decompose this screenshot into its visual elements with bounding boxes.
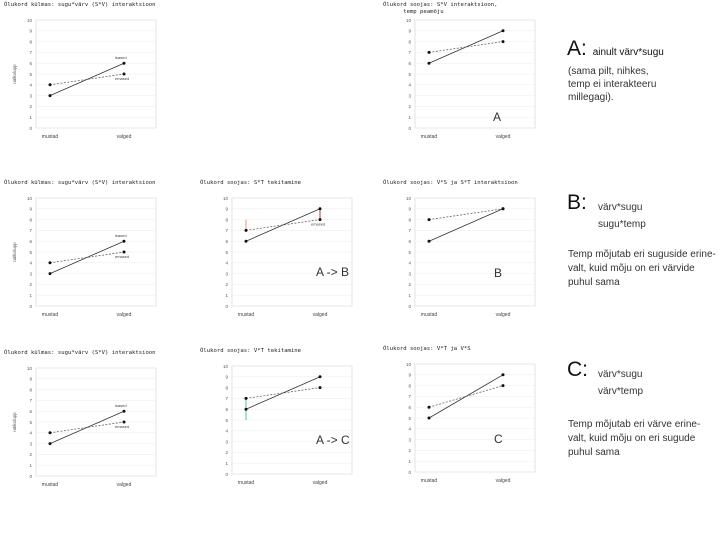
arrow-label-a: A [493, 110, 502, 124]
y-tick-label: 8 [408, 383, 411, 389]
y-tick-label: 5 [225, 249, 228, 255]
data-point [49, 94, 52, 97]
y-tick-label: 5 [29, 419, 32, 425]
y-tick-label: 6 [408, 61, 411, 66]
data-point [245, 397, 248, 400]
y-tick-label: 6 [29, 61, 32, 66]
x-tick-label: valged [495, 312, 511, 318]
section-a-line-1: (sama pilt, nihkes, [568, 66, 649, 77]
y-tick-label: 7 [225, 228, 228, 234]
y-tick-label: 9 [225, 374, 228, 380]
y-tick-label: 5 [29, 71, 32, 77]
series-line-isased [429, 31, 503, 63]
chart-title: Õlukord külmas: sugu*värv (S*V) interaktsioon [4, 180, 156, 186]
y-tick-label: 10 [26, 365, 32, 371]
chart-p1 [4, 2, 169, 152]
x-tick-label: valged [116, 312, 132, 318]
y-tick-label: 3 [225, 439, 228, 445]
chart-title: Õlukord soojas: V*T ja V*S [383, 346, 471, 352]
y-tick-label: 3 [29, 271, 32, 277]
x-tick-label: mustad [420, 478, 438, 484]
data-point [502, 29, 505, 32]
y-tick-label: 10 [222, 195, 228, 201]
y-tick-label: 3 [29, 441, 32, 447]
data-point [49, 442, 52, 445]
y-tick-label: 3 [225, 271, 228, 277]
data-point [49, 272, 52, 275]
section-effect: ainult värv*sugu [592, 47, 664, 58]
y-tick-label: 4 [29, 82, 32, 88]
y-tick-label: 1 [29, 463, 32, 468]
y-tick-label: 2 [408, 104, 411, 110]
y-tick-label: 7 [29, 398, 32, 404]
y-tick-label: 2 [29, 282, 32, 288]
data-point [245, 240, 248, 243]
section-c-line-1: Temp mõjutab eri värve erine- [568, 419, 701, 430]
data-point [123, 240, 126, 243]
y-tick-label: 9 [408, 206, 411, 212]
section-letter: B: [567, 191, 587, 214]
y-tick-label: 8 [408, 39, 411, 45]
section-letter: A: [567, 37, 587, 60]
series-label: emased [311, 221, 326, 227]
series-line-isased [246, 377, 320, 409]
section-c-effect-1: värv*sugu [598, 369, 643, 380]
y-tick-label: 1 [408, 115, 411, 120]
x-tick-label: mustad [420, 312, 438, 318]
section-b-line-3: puhul sama [568, 277, 620, 288]
data-point [428, 240, 431, 243]
y-tick-label: 5 [29, 249, 32, 255]
section-b-line-1: Temp mõjutab eri suguside erine- [568, 249, 716, 260]
y-tick-label: 0 [29, 125, 32, 131]
y-tick-label: 0 [408, 303, 411, 309]
y-tick-label: 4 [225, 260, 228, 266]
section-b-effect-1: värv*sugu [598, 202, 643, 213]
chart-panel-p2 [383, 2, 548, 152]
x-tick-label: mustad [41, 312, 59, 318]
data-point [49, 83, 52, 86]
series-line-emased [429, 209, 503, 220]
y-tick-label: 5 [225, 417, 228, 423]
y-tick-label: 5 [408, 415, 411, 421]
y-tick-label: 9 [225, 206, 228, 212]
arrow-label-c: C [494, 432, 503, 446]
y-tick-label: 1 [29, 115, 32, 120]
y-tick-label: 2 [29, 104, 32, 110]
y-tick-label: 0 [225, 471, 228, 477]
x-tick-label: mustad [237, 480, 255, 486]
x-tick-label: valged [116, 482, 132, 488]
y-tick-label: 10 [26, 195, 32, 201]
y-tick-label: 2 [225, 282, 228, 288]
y-tick-label: 4 [408, 426, 411, 432]
section-c-effect-2: värv*temp [598, 386, 644, 397]
data-point [123, 410, 126, 413]
series-label: isased [115, 233, 127, 239]
x-tick-label: valged [312, 480, 328, 486]
chart-p3 [4, 180, 169, 330]
y-axis-label: nälkolupp [12, 412, 17, 432]
chart-p8 [383, 346, 548, 496]
data-point [428, 417, 431, 420]
data-point [502, 373, 505, 376]
data-point [245, 229, 248, 232]
y-tick-label: 1 [225, 461, 228, 466]
section-letter: C: [567, 358, 588, 381]
arrow-label-ac: A -> C [316, 433, 350, 447]
y-tick-label: 8 [29, 387, 32, 393]
data-point [319, 207, 322, 210]
y-axis-label: nälkolupp [12, 64, 17, 84]
y-tick-label: 1 [29, 293, 32, 298]
section-a-line-3: millegagi). [568, 92, 614, 103]
y-tick-label: 5 [408, 249, 411, 255]
chart-title: Õlukord soojas: V*T tekitamine [200, 348, 302, 354]
y-tick-label: 4 [29, 430, 32, 436]
y-tick-label: 1 [225, 293, 228, 298]
y-tick-label: 6 [408, 405, 411, 410]
x-tick-label: mustad [237, 312, 255, 318]
y-tick-label: 9 [29, 28, 32, 34]
y-tick-label: 9 [29, 206, 32, 212]
y-tick-label: 0 [408, 125, 411, 131]
series-line-isased [50, 241, 124, 273]
y-tick-label: 6 [225, 407, 228, 412]
x-tick-label: valged [495, 134, 511, 140]
y-tick-label: 6 [29, 409, 32, 414]
chart-panel-p4 [200, 180, 365, 330]
chart-title: Õlukord soojas: V*S ja S*T interaktsioon [383, 180, 518, 186]
y-tick-label: 7 [408, 394, 411, 400]
chart-title: Õlukord külmas: sugu*värv (S*V) interaktsioon [4, 2, 156, 8]
y-tick-label: 9 [408, 28, 411, 34]
y-tick-label: 9 [29, 376, 32, 382]
y-tick-label: 7 [408, 50, 411, 56]
y-tick-label: 1 [408, 459, 411, 464]
section-b-effect-2: sugu*temp [598, 219, 646, 230]
data-point [319, 375, 322, 378]
y-tick-label: 3 [408, 437, 411, 443]
y-tick-label: 7 [29, 228, 32, 234]
data-point [502, 40, 505, 43]
y-tick-label: 7 [29, 50, 32, 56]
chart-panel-p7 [200, 348, 365, 498]
y-tick-label: 0 [408, 469, 411, 475]
section-a-line-2: temp ei interakteeru [568, 79, 657, 90]
data-point [502, 207, 505, 210]
chart-panel-p1 [4, 2, 169, 152]
section-c-line-3: puhul sama [568, 447, 620, 458]
data-point [123, 62, 126, 65]
y-tick-label: 10 [26, 17, 32, 23]
chart-p7 [200, 348, 365, 498]
chart-p6 [4, 350, 169, 500]
data-point [49, 431, 52, 434]
x-tick-label: valged [312, 312, 328, 318]
chart-panel-p5 [383, 180, 548, 330]
chart-p4 [200, 180, 365, 330]
chart-title: Õlukord soojas: S*V interaktsioon, temp peamõju [383, 2, 498, 15]
y-tick-label: 3 [408, 93, 411, 99]
y-tick-label: 9 [408, 372, 411, 378]
data-point [245, 408, 248, 411]
y-tick-label: 8 [29, 39, 32, 45]
y-tick-label: 0 [225, 303, 228, 309]
series-label: emased [115, 76, 130, 81]
y-tick-label: 10 [222, 363, 228, 369]
y-tick-label: 7 [408, 228, 411, 234]
chart-panel-p8 [383, 346, 548, 496]
y-tick-label: 6 [225, 239, 228, 244]
data-point [428, 218, 431, 221]
section-c-heading [567, 359, 588, 380]
y-tick-label: 2 [408, 282, 411, 288]
y-tick-label: 3 [408, 271, 411, 277]
section-a-heading [567, 38, 664, 59]
section-b-line-2: valt, kuid mõju on eri värvide [568, 263, 695, 274]
x-tick-label: mustad [41, 482, 59, 488]
y-tick-label: 0 [29, 473, 32, 479]
arrow-label-b: B [494, 266, 503, 280]
series-label: emased [115, 254, 130, 259]
series-line-isased [246, 209, 320, 241]
y-tick-label: 6 [29, 239, 32, 244]
x-tick-label: valged [116, 134, 132, 140]
data-point [49, 261, 52, 264]
y-tick-label: 2 [29, 452, 32, 458]
section-b-heading [567, 192, 587, 213]
y-tick-label: 10 [405, 361, 411, 367]
y-tick-label: 4 [408, 260, 411, 266]
data-point [428, 406, 431, 409]
y-tick-label: 4 [408, 82, 411, 88]
series-label: isased [115, 403, 127, 409]
y-tick-label: 0 [29, 303, 32, 309]
chart-title: Õlukord soojas: S*T tekitamine [200, 180, 302, 186]
data-point [502, 384, 505, 387]
y-tick-label: 5 [408, 71, 411, 77]
series-line-isased [429, 209, 503, 241]
y-tick-label: 1 [408, 293, 411, 298]
y-tick-label: 4 [225, 428, 228, 434]
y-tick-label: 2 [225, 450, 228, 456]
data-point [428, 62, 431, 65]
x-tick-label: mustad [41, 134, 59, 140]
y-tick-label: 8 [225, 217, 228, 223]
y-tick-label: 10 [405, 17, 411, 23]
y-tick-label: 8 [408, 217, 411, 223]
arrow-label-ab: A -> B [316, 265, 350, 279]
y-tick-label: 4 [29, 260, 32, 266]
series-line-isased [50, 63, 124, 95]
x-tick-label: mustad [420, 134, 438, 140]
section-c-line-2: valt, kuid mõju on eri sugude [568, 433, 696, 444]
chart-title: Õlukord külmas: sugu*värv (S*V) interaktsioon [4, 350, 156, 356]
y-tick-label: 8 [29, 217, 32, 223]
y-tick-label: 10 [405, 195, 411, 201]
series-line-isased [50, 411, 124, 443]
y-tick-label: 7 [225, 396, 228, 402]
y-tick-label: 6 [408, 239, 411, 244]
data-point [319, 386, 322, 389]
chart-panel-p3 [4, 180, 169, 330]
y-tick-label: 8 [225, 385, 228, 391]
y-tick-label: 2 [408, 448, 411, 454]
y-tick-label: 3 [29, 93, 32, 99]
chart-p5 [383, 180, 548, 330]
chart-panel-p6 [4, 350, 169, 500]
series-label: emased [115, 424, 130, 429]
y-axis-label: nälkolupp [12, 242, 17, 262]
chart-p2 [383, 2, 548, 152]
series-label: isased [115, 55, 127, 61]
x-tick-label: valged [495, 478, 511, 484]
data-point [428, 51, 431, 54]
